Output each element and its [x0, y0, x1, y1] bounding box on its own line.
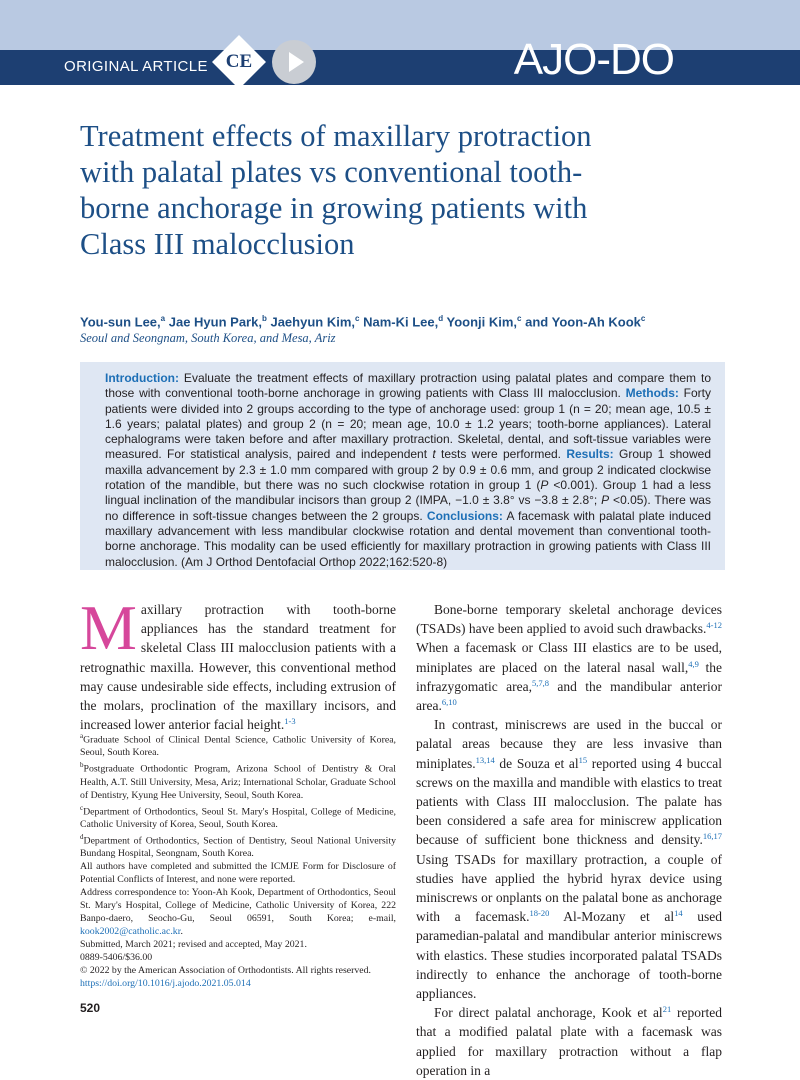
abstract-conclusions-heading: Conclusions: — [426, 508, 503, 523]
body-paragraph — [416, 1003, 722, 1080]
abstract-conclusions-text: A facemask with palatal plate induced maxillary advancement with less mandibular clockwise rotation and dental movement than conventional tooth-borne anchorage. This modality can be used efficiently for maxillary protraction in growing patients with Class III malocclusion. (Am J Orthod Dentofacial Orthop 2022;162:520-8) — [105, 508, 711, 569]
footnote-text: Postgraduate Orthodontic Program, Arizona School of Dentistry & Oral Health, A.T. Still University, Mesa, Ariz; International Scholar, Graduate School of Dentistry, Kyung Hee University, Seoul, South Korea. — [80, 763, 396, 801]
footnote-affiliation — [80, 802, 396, 831]
footnotes — [80, 730, 396, 990]
author-affiliation-mark: d — [438, 314, 444, 323]
journal-logo: AJO-DO — [513, 35, 674, 84]
abstract-methods-text: Forty patients were divided into 2 groups according to the type of anchorage used: group 1 (n = 20; mean age, 10.5 ± 1.6 years; palatal plates) and group 2 (n = 20; mean age, 10.0 ± 1.2 years; tooth-borne appliances). Lateral cephalograms were taken before and after maxillary protraction. Skeletal, dental, and soft-tissue variables were measured. For statistical analysis, paired and independent — [105, 386, 711, 462]
abstract-results-text: <0.05). There was no difference in soft-tissue changes between the 2 groups. — [105, 493, 711, 523]
body-text: axillary protraction with tooth-borne appliances has the standard treatment for skeletal Class III malocclusion patients with a retrognathic maxilla. However, this conventional method may cause undesirable side effects, including extrusion of the molars, proclination of the maxillary incisors, and increased lower anterior facial height. — [80, 602, 396, 733]
abstract-introduction-text: Evaluate the treatment effects of maxillary protraction using palatal plates and compare them to those with conventional tooth-borne anchorage in growing patients with Class III malocclusion. — [105, 371, 711, 401]
footnote-submitted: Submitted, March 2021; revised and accepted, May 2021. — [80, 939, 307, 951]
dropcap-letter: M — [80, 592, 137, 663]
citation-link[interactable]: 18-20 — [529, 908, 550, 919]
author-locations: Seoul and Seongnam, South Korea, and Mesa, Ariz — [80, 331, 336, 345]
footnote-text: Graduate School of Clinical Dental Science, Catholic University of Korea, Seoul, South Korea. — [80, 734, 396, 759]
abstract-results-italic: P — [540, 478, 549, 493]
body-text: In contrast, miniscrews are used in the buccal or palatal areas because they are less invasive than miniplates. — [416, 717, 722, 771]
body-text: For direct palatal anchorage, Kook et al — [434, 1005, 663, 1021]
citation-link[interactable]: 13,14 — [475, 754, 495, 765]
body-text: used paramedian-palatal and mandibular anterior miniscrews with elastics. These studies incorporated palatal TSADs indirectly to enhance the anchorage of tooth-borne appliances. — [416, 909, 722, 1002]
doi-link[interactable]: https://doi.org/10.1016/j.ajodo.2021.05.014 — [80, 978, 251, 990]
header-top-band — [0, 0, 800, 50]
abstract-results-text: Group 1 showed maxilla advancement by 2.3 ± 1.0 mm compared with group 2 by 0.9 ± 0.6 mm, and group 2 indicated clockwise rotation of the mandible, but there was no such clockwise rotation in group 1 ( — [105, 447, 711, 493]
body-paragraph — [416, 600, 722, 715]
abstract-methods-text: tests were performed. — [435, 447, 567, 462]
body-text: When a facemask or Class III elastics are to be used, miniplates are placed on the lateral nasal wall, — [416, 640, 722, 675]
author-separator: and — [521, 314, 552, 330]
citation-link[interactable]: 6,10 — [441, 697, 457, 708]
footnote-issn: 0889-5406/$36.00 — [80, 952, 153, 964]
citation-link[interactable]: 14 — [674, 908, 683, 919]
author-name: Nam-Ki Lee, — [363, 314, 439, 330]
body-text: the infrazygomatic area, — [416, 659, 722, 694]
author-affiliation-mark: a — [160, 314, 166, 323]
footnote-mark: a — [80, 732, 84, 740]
author-name: You-sun Lee, — [80, 314, 161, 330]
author-name: Yoonji Kim, — [446, 314, 518, 330]
abstract-methods-italic: t — [432, 447, 436, 462]
footnote-affiliation — [80, 831, 396, 860]
citation-link[interactable]: 21 — [662, 1004, 672, 1015]
abstract-results-heading: Results: — [566, 447, 614, 462]
body-text: Bone-borne temporary skeletal anchorage devices (TSADs) have been applied to avoid such drawbacks. — [416, 602, 722, 637]
author-affiliation-mark: c — [640, 314, 646, 323]
body-text: Al-Mozany et al — [549, 909, 675, 925]
body-paragraph — [416, 715, 722, 1003]
citation-link[interactable]: 16,17 — [702, 831, 722, 842]
footnote-affiliation — [80, 759, 396, 801]
citation-link[interactable]: 4-12 — [706, 620, 722, 631]
footnote-text: Department of Orthodontics, Section of Dentistry, Seoul National University Bundang Hospital, Seongnam, South Korea. — [80, 835, 396, 860]
author-affiliation-mark: c — [517, 314, 522, 323]
footnote-disclosure: All authors have completed and submitted the ICMJE Form for Disclosure of Potential Conflicts of Interest, and none were reported. — [80, 861, 396, 886]
abstract-introduction-heading: Introduction: — [105, 371, 179, 385]
author-name: Jaehyun Kim, — [270, 314, 355, 330]
abstract-results-italic: P — [601, 493, 610, 508]
body-column-right — [416, 600, 722, 1080]
footnote-mark: b — [80, 761, 84, 770]
author-affiliation-mark: c — [355, 314, 360, 323]
body-text: de Souza et al — [494, 755, 579, 771]
citation-link[interactable]: 1-3 — [284, 716, 296, 727]
play-icon[interactable] — [272, 40, 316, 84]
footnote-mark: c — [80, 803, 84, 812]
citation-link[interactable]: 15 — [578, 754, 588, 765]
footnote-text: Department of Orthodontics, Seoul St. Mary's Hospital, College of Medicine, Catholic University of Korea, Seoul, South Korea. — [80, 805, 396, 830]
author-list — [80, 314, 760, 329]
abstract-box — [80, 362, 725, 570]
abstract-results-text: <0.001). Group 1 had a less lingual inclination of the mandibular incisors than group 2 (IMPA, −1.0 ± 3.8° vs −3.8 ± 2.8°; — [105, 478, 712, 508]
footnote-mark: d — [80, 832, 84, 841]
email-link[interactable]: kook2002@catholic.ac.kr — [80, 926, 181, 938]
author-name: Yoon-Ah Kook — [551, 314, 641, 330]
ce-badge-label: CE — [225, 51, 253, 72]
body-text: reported that a modified palatal plate with a facemask was applied for maxillary protraction without a flap operation in a — [416, 1005, 722, 1078]
page-number: 520 — [80, 1001, 101, 1015]
footnote-affiliation — [80, 730, 396, 759]
body-text: and the mandibular anterior area. — [416, 678, 722, 714]
footnote-copyright: © 2022 by the American Association of Orthodontists. All rights reserved. — [80, 965, 371, 977]
citation-link[interactable]: 4,9 — [688, 658, 699, 669]
body-text: reported using 4 buccal screws on the maxilla and mandible with elastics to treat patients with Class III malocclusion. The palate has been considered a safe area for miniscrew application because of sufficient bone thickness and density. — [416, 755, 722, 848]
footnote-text: . — [180, 926, 183, 938]
body-paragraph — [80, 592, 396, 734]
footnote-correspondence — [80, 886, 396, 938]
author-name: Jae Hyun Park, — [168, 314, 262, 330]
section-label: ORIGINAL ARTICLE — [64, 58, 208, 75]
article-title: Treatment effects of maxillary protraction with palatal plates vs conventional tooth-borne anchorage in growing patients with Class III malocclusion — [80, 119, 592, 261]
body-text: Using TSADs for maxillary protraction, a couple of studies have applied the hybrid hyrax device using miniscrews or onplants on the palatal bone as anchorage with a facemask. — [416, 851, 722, 925]
abstract-methods-heading: Methods: — [625, 386, 679, 401]
citation-link[interactable]: 5,7,8 — [531, 677, 549, 688]
footnote-text: Address correspondence to: Yoon-Ah Kook, Department of Orthodontics, Seoul St. Mary's Hospital, College of Medicine, Catholic University of Korea, 222 Banpo-daero, Seocho-Gu, Seoul 06591, South Korea; e-mail, — [80, 887, 396, 925]
author-affiliation-mark: b — [261, 314, 267, 323]
body-column-left — [80, 592, 396, 734]
